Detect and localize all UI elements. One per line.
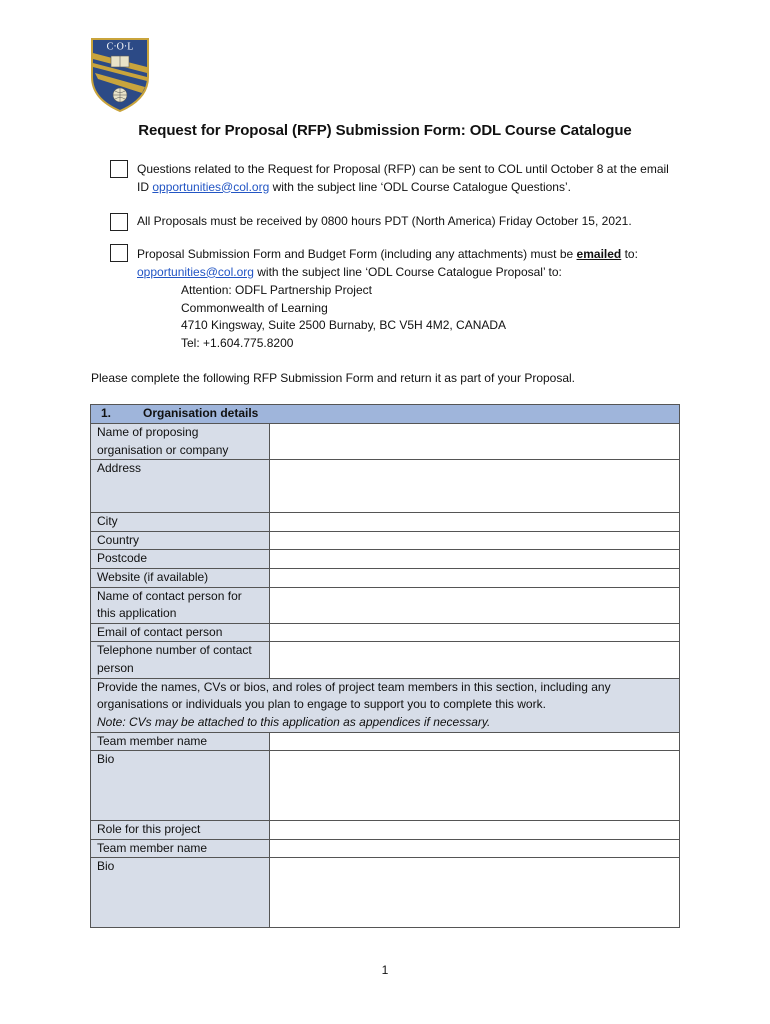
item-text: Questions related to the Request for Proposal (RFP) can be sent to COL until October 8 at the email ID (137, 162, 669, 194)
organisation-details-form (90, 404, 680, 928)
field-label: Address (91, 460, 270, 513)
team-instructions (91, 678, 680, 732)
page-number: 1 (381, 963, 389, 977)
team-member-role-field[interactable] (270, 821, 680, 840)
address-line: 4710 Kingsway, Suite 2500 Burnaby, BC V5H 4M2, CANADA (181, 318, 507, 333)
org-name-field[interactable] (270, 424, 680, 460)
email-link[interactable]: opportunities@col.org (137, 264, 254, 279)
address-line: Attention: ODFL Partnership Project (181, 283, 372, 297)
field-label: Role for this project (91, 821, 270, 840)
page-title: Request for Proposal (RFP) Submission Form: ODL Course Catalogue (138, 122, 632, 139)
item-text: to: (621, 247, 638, 261)
team-member-bio-field-2[interactable] (270, 858, 680, 928)
field-label: Country (91, 531, 270, 550)
checklist-item-submission (137, 246, 682, 281)
address-line: Tel: +1.604.775.8200 (181, 335, 294, 350)
checklist-item-deadline: All Proposals must be received by 0800 hours PDT (North America) Friday October 15, 2021. (137, 214, 632, 228)
field-label: Team member name (91, 732, 270, 751)
field-label: Name of contact person for this application (91, 587, 270, 623)
team-member-name-field[interactable] (270, 732, 680, 751)
team-member-name-field-2[interactable] (270, 839, 680, 858)
item-text: with the subject line ‘ODL Course Catalogue Proposal’ to: (253, 264, 562, 279)
website-field[interactable] (270, 568, 680, 587)
field-label: Website (if available) (91, 568, 270, 587)
intro-text: Please complete the following RFP Submission Form and return it as part of your Proposal. (91, 371, 576, 385)
section-title: Organisation details (143, 406, 259, 420)
section-number: 1. (101, 406, 112, 420)
col-logo (90, 37, 150, 113)
item-text: Proposal Submission Form and Budget Form (including any attachments) must be (137, 247, 577, 261)
checkbox-submission[interactable] (110, 244, 128, 262)
field-label: Telephone number of contact person (91, 642, 270, 678)
contact-email-field[interactable] (270, 623, 680, 642)
field-label: Email of contact person (91, 623, 270, 642)
address-line: Commonwealth of Learning (181, 300, 328, 315)
team-member-bio-field[interactable] (270, 751, 680, 821)
section-header (91, 405, 680, 424)
field-label: Team member name (91, 839, 270, 858)
field-label: Name of proposing organisation or company (91, 424, 270, 460)
checklist-item-questions (137, 161, 682, 196)
field-label: City (91, 513, 270, 532)
item-text: with the subject line ‘ODL Course Catalogue Questions’. (269, 179, 571, 194)
field-label: Bio (91, 751, 270, 821)
postcode-field[interactable] (270, 550, 680, 569)
email-link[interactable]: opportunities@col.org (152, 179, 270, 194)
contact-phone-field[interactable] (270, 642, 680, 678)
emphasis-emailed: emailed (576, 247, 622, 261)
contact-name-field[interactable] (270, 587, 680, 623)
address-field[interactable] (270, 460, 680, 513)
city-field[interactable] (270, 513, 680, 532)
instructions-note: Note: CVs may be attached to this application as appendices if necessary. (97, 714, 491, 729)
country-field[interactable] (270, 531, 680, 550)
field-label: Bio (91, 858, 270, 928)
field-label: Postcode (91, 550, 270, 569)
checkbox-deadline[interactable] (110, 213, 128, 231)
checkbox-questions[interactable] (110, 160, 128, 178)
instructions-text: Provide the names, CVs or bios, and roles of project team members in this section, including any organisations or individuals you plan to engage to support you to complete this work. (97, 679, 611, 712)
logo-text: C·O·L (106, 41, 134, 53)
mailing-address (181, 282, 506, 352)
